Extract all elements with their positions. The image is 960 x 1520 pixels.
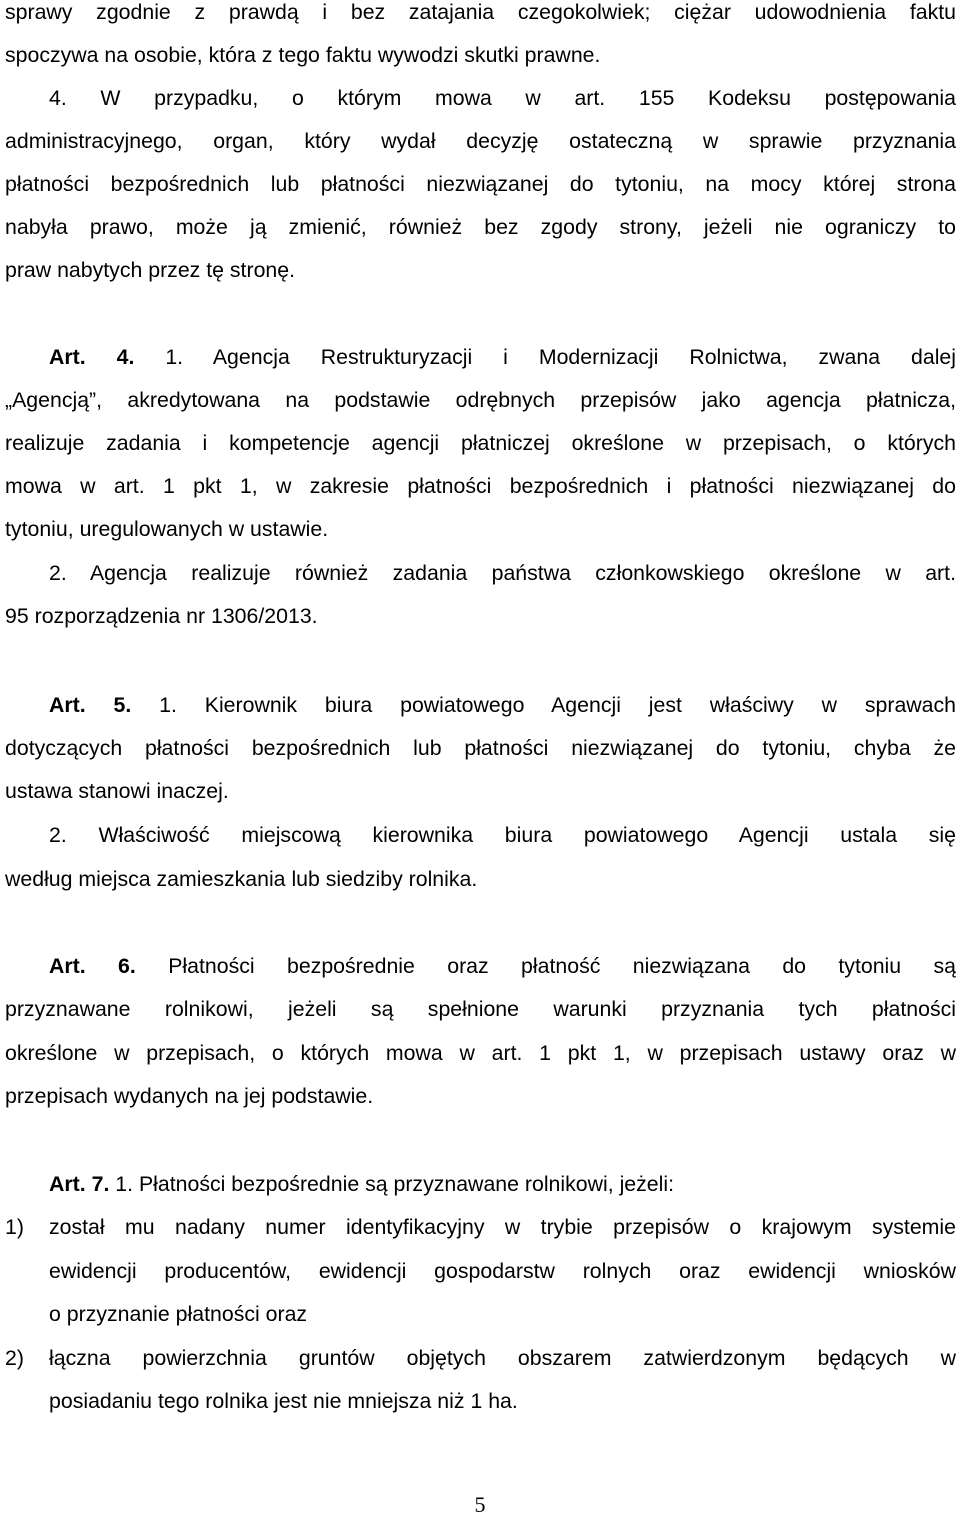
- text-line: przyznawane rolnikowi, jeżeli są spełnione warunki przyznania tych płatności: [5, 997, 956, 1021]
- article-text: Płatności bezpośrednie oraz płatność niezwiązana do tytoniu są: [135, 954, 957, 978]
- list-item-number: 1): [5, 1215, 24, 1239]
- text-line: ustawa stanowi inaczej.: [5, 779, 229, 803]
- text-line: 2. Agencja realizuje również zadania państwa członkowskiego określone w art.: [49, 561, 956, 585]
- article-heading: Art. 7.: [49, 1172, 110, 1196]
- text-line: posiadaniu tego rolnika jest nie mniejsza niż 1 ha.: [49, 1389, 518, 1413]
- text-line: tytoniu, uregulowanych w ustawie.: [5, 517, 329, 541]
- article-heading: Art. 4.: [49, 345, 135, 369]
- text-line: 95 rozporządzenia nr 1306/2013.: [5, 604, 318, 628]
- text-line: łączna powierzchnia gruntów objętych obszarem zatwierdzonym będących w: [49, 1346, 956, 1370]
- text-line: według miejsca zamieszkania lub siedziby rolnika.: [5, 867, 478, 891]
- text-line: dotyczących płatności bezpośrednich lub płatności niezwiązanej do tytoniu, chyba że: [5, 736, 956, 760]
- text-line: mowa w art. 1 pkt 1, w zakresie płatności bezpośrednich i płatności niezwiązanej do: [5, 474, 956, 498]
- text-line: nabyła prawo, może ją zmienić, również bez zgody strony, jeżeli nie ograniczy to: [5, 215, 956, 239]
- text-line: [49, 951, 956, 981]
- text-line: „Agencją”, akredytowana na podstawie odrębnych przepisów jako agencja płatnicza,: [5, 388, 956, 412]
- text-line: przepisach wydanych na jej podstawie.: [5, 1084, 374, 1108]
- text-line: ewidencji producentów, ewidencji gospodarstw rolnych oraz ewidencji wniosków: [49, 1259, 956, 1283]
- text-line: o przyznanie płatności oraz: [49, 1302, 308, 1326]
- text-line: 4. W przypadku, o którym mowa w art. 155 Kodeksu postępowania: [49, 86, 956, 110]
- text-line: [49, 690, 956, 720]
- text-line: [49, 1169, 956, 1199]
- text-line: płatności bezpośrednich lub płatności niezwiązanej do tytoniu, na mocy której strona: [5, 172, 956, 196]
- text-line: spoczywa na osobie, która z tego faktu wywodzi skutki prawne.: [5, 43, 601, 67]
- text-line: realizuje zadania i kompetencje agencji płatniczej określone w przepisach, o których: [5, 431, 956, 455]
- article-heading: Art. 6.: [49, 954, 136, 978]
- text-line: praw nabytych przez tę stronę.: [5, 258, 296, 282]
- list-item-number: 2): [5, 1346, 24, 1370]
- article-text: 1. Kierownik biura powiatowego Agencji jest właściwy w sprawach: [131, 693, 956, 717]
- text-line: sprawy zgodnie z prawdą i bez zatajania czegokolwiek; ciężar udowodnienia faktu: [5, 0, 956, 24]
- text-line: określone w przepisach, o których mowa w art. 1 pkt 1, w przepisach ustawy oraz w: [5, 1041, 956, 1065]
- text-line: został mu nadany numer identyfikacyjny w trybie przepisów o krajowym systemie: [49, 1215, 956, 1239]
- text-line: [49, 342, 956, 372]
- article-text: 1. Płatności bezpośrednie są przyznawane rolnikowi, jeżeli:: [109, 1172, 675, 1196]
- text-line: administracyjnego, organ, który wydał decyzję ostateczną w sprawie przyznania: [5, 129, 956, 153]
- article-text: 1. Agencja Restrukturyzacji i Modernizacji Rolnictwa, zwana dalej: [134, 345, 957, 369]
- page-number: 5: [474, 1492, 486, 1517]
- article-heading: Art. 5.: [49, 693, 132, 717]
- text-line: 2. Właściwość miejscową kierownika biura powiatowego Agencji ustala się: [49, 823, 956, 847]
